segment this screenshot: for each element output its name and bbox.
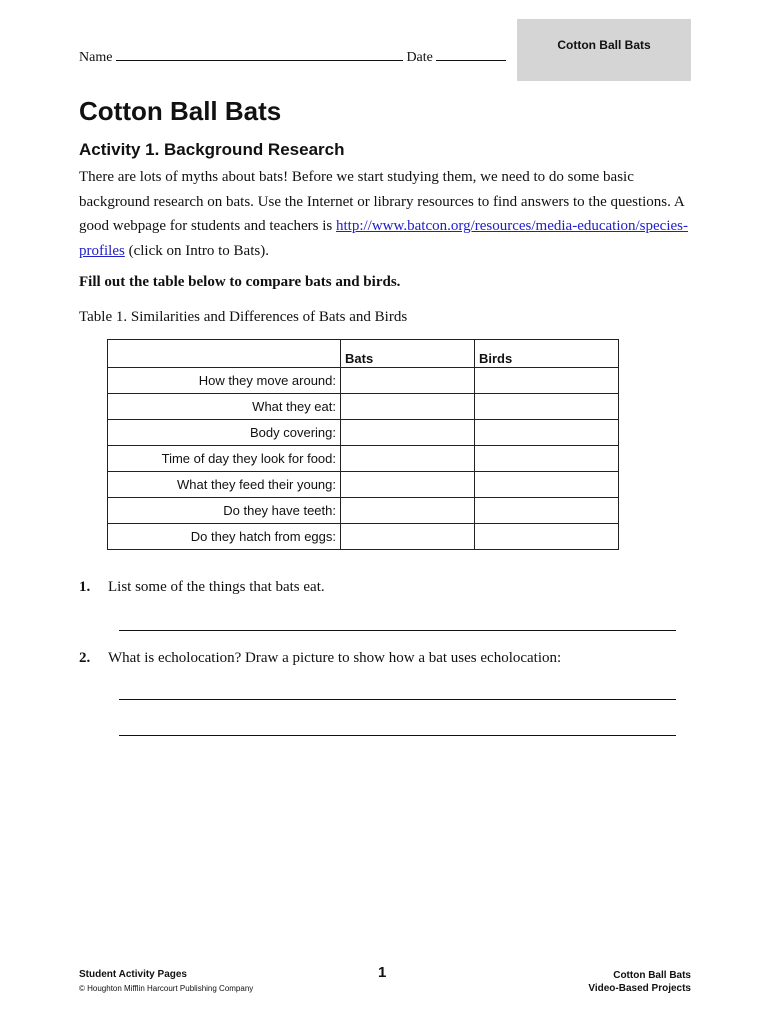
question-2 [79,650,561,667]
footer-copyright: © Houghton Mifflin Harcourt Publishing Company [79,984,254,993]
date-field[interactable] [436,50,506,61]
row-label: What they feed their young: [108,472,341,498]
table-corner-cell [108,340,341,368]
comparison-table [107,339,619,550]
table-row [108,394,619,420]
intro-text: There are lots of myths about bats! Before we start studying them, we need to do some basic background research on bats. Use the Internet or library resources to find answers to the questions. A good webpage for students and teachers is [79,169,684,234]
question-text: What is echolocation? Draw a picture to show how a bat uses echolocation: [108,650,562,666]
activity-heading: Activity 1. Background Research [79,140,345,159]
birds-answer-cell[interactable] [475,524,619,550]
column-header-birds: Birds [475,340,619,368]
name-label: Name [79,50,113,65]
footer-project-series: Video-Based Projects [588,983,691,994]
question-number: 2. [79,650,91,666]
footer-left [79,969,253,993]
bats-answer-cell[interactable] [341,368,475,394]
intro-paragraph [79,165,699,263]
answer-line[interactable] [119,630,676,631]
column-header-bats: Bats [341,340,475,368]
bats-answer-cell[interactable] [341,524,475,550]
name-field[interactable] [116,50,403,61]
answer-line[interactable] [119,735,676,736]
table-instruction: Fill out the table below to compare bats and birds. [79,274,401,290]
bats-answer-cell[interactable] [341,394,475,420]
birds-answer-cell[interactable] [475,368,619,394]
table-row [108,368,619,394]
intro-text-after: (click on Intro to Bats). [124,242,269,259]
row-label: Do they hatch from eggs: [108,524,341,550]
batcon-link[interactable]: http://www.batcon.org/resources/media-education/species-profiles [79,218,688,259]
bats-answer-cell[interactable] [341,498,475,524]
table-header-row [108,340,619,368]
date-label: Date [406,50,433,65]
header-tab [517,19,691,81]
footer-right [588,969,691,995]
question-number: 1. [79,579,91,595]
row-label: Body covering: [108,420,341,446]
row-label: Do they have teeth: [108,498,341,524]
name-date-line [79,50,506,66]
row-label: Time of day they look for food: [108,446,341,472]
bats-answer-cell[interactable] [341,420,475,446]
table-row [108,524,619,550]
footer-section-title: Student Activity Pages [79,969,187,980]
birds-answer-cell[interactable] [475,472,619,498]
birds-answer-cell[interactable] [475,394,619,420]
page-number: 1 [378,964,387,981]
answer-line[interactable] [119,699,676,700]
header-tab-label: Cotton Ball Bats [557,38,651,52]
table-row [108,420,619,446]
row-label: What they eat: [108,394,341,420]
footer-project-title: Cotton Ball Bats [613,970,691,981]
question-text: List some of the things that bats eat. [108,579,325,595]
table-caption: Table 1. Similarities and Differences of Bats and Birds [79,309,408,325]
table-row [108,446,619,472]
birds-answer-cell[interactable] [475,498,619,524]
table-row [108,472,619,498]
table-row [108,498,619,524]
row-label: How they move around: [108,368,341,394]
bats-answer-cell[interactable] [341,446,475,472]
bats-answer-cell[interactable] [341,472,475,498]
birds-answer-cell[interactable] [475,420,619,446]
birds-answer-cell[interactable] [475,446,619,472]
page-title: Cotton Ball Bats [79,96,282,126]
question-1 [79,579,325,596]
